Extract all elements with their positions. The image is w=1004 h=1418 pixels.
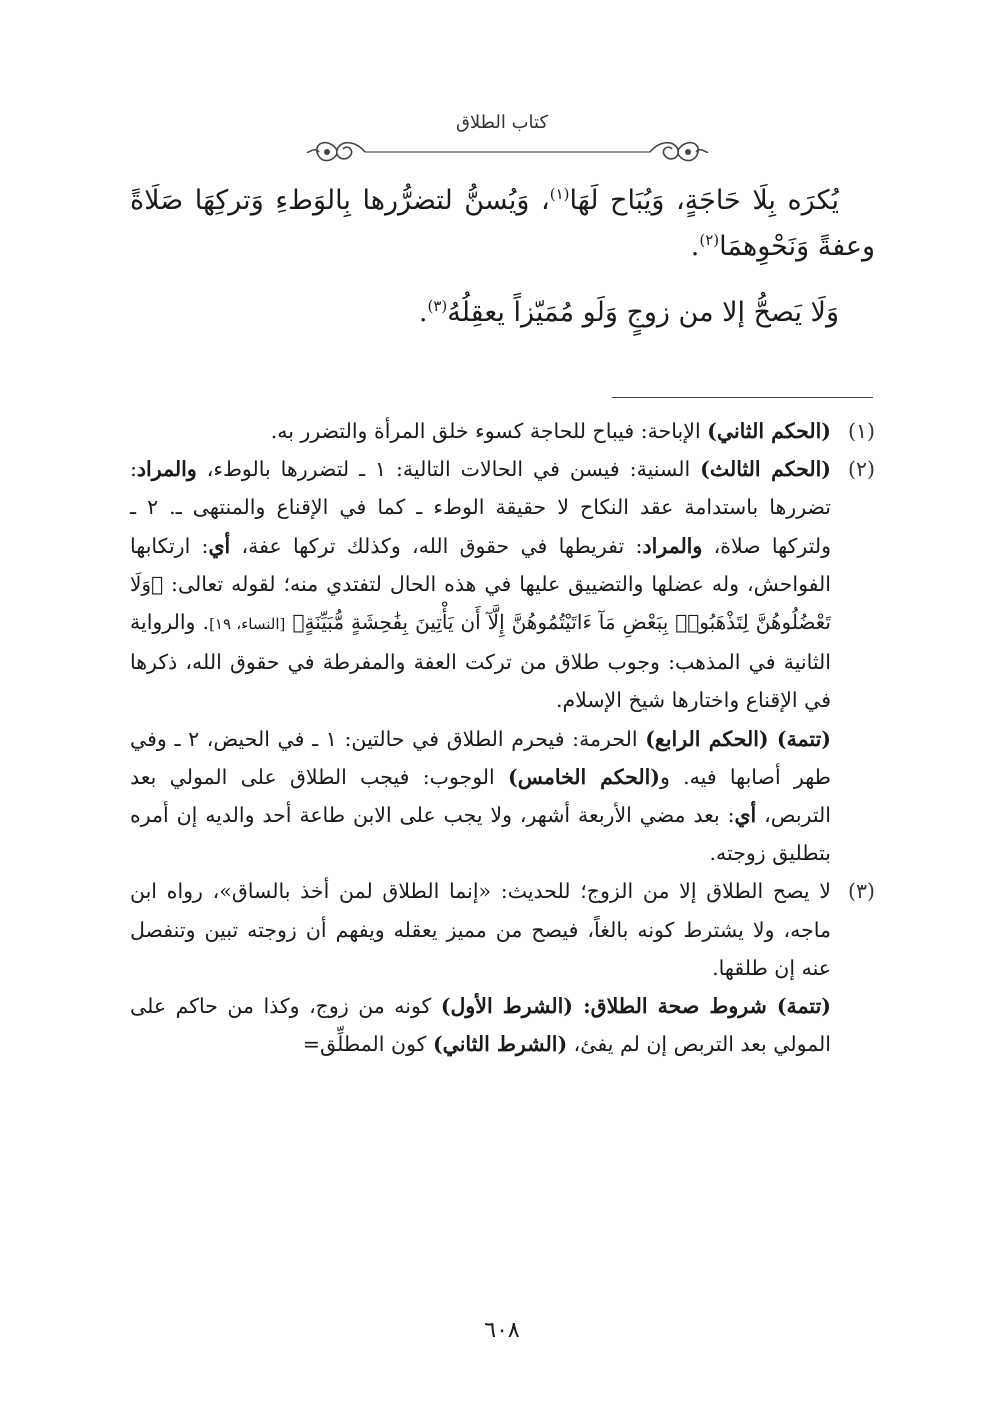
footnote-ref-3: (٣): [427, 297, 448, 315]
footnote-3: (٣) لا يصح الطلاق إلا من الزوج؛ للحديث: «إنما الطلاق لمن أخذ بالساق»، رواه ابن ماجه، ولا يشترط كونه بالغاً، فيصح من مميز يعقله ويفهم أن زوجته تبين وتنفصل عنه إن طلقها. (تتمة) شروط صحة الطلاق: (الشرط الأول) كونه من زوج، وكذا من حاكم على المولي بعد التربص إن لم يفئ، (الشرط الثاني) كون المطلِّق=: [130, 872, 875, 1063]
header-ornament-icon: [305, 132, 710, 172]
footnote-number: (١): [847, 419, 875, 443]
footnote-1: (١) (الحكم الثاني) الإباحة: فيباح للحاجة كسوء خلق المرأة والتضرر به.: [130, 412, 875, 450]
running-header: [0, 112, 1004, 133]
footnote-separator: [612, 397, 873, 398]
footnote-ref-1: (١): [549, 185, 570, 203]
footnote-ref-2: (٢): [699, 231, 720, 249]
main-paragraph-1: يُكرَه بِلَا حَاجَةٍ، وَيُبَاح لَهَا$^{(١)}$، وَيُسنُّ لتضرُّرها بِالوَطءِ وَتركِهَا صَلَاةً وعفةً وَنَحْوِهمَا$^{(٢)}$.: [130, 185, 875, 262]
footnotes: [130, 412, 875, 1063]
page-number: ٦٠٨: [484, 1318, 520, 1343]
verse-reference: [النساء، ١٩]: [209, 615, 286, 634]
header-title: كتاب الطلاق: [455, 112, 549, 133]
footnote-number: (٣): [847, 879, 875, 904]
main-paragraph-2: وَلَا يَصحُّ إلا من زوجٍ وَلَو مُمَيّزاً يعقِلُهُ$^{(٣)}$.: [418, 297, 839, 328]
footnote-2: (٢) (الحكم الثالث) السنية: فيسن في الحالات التالية: ١ ـ لتضررها بالوطء، والمراد: تضررها باستدامة عقد النكاح لا حقيقة الوطء ـ كما في الإقناع والمنتهى ـ. ٢ ـ ولتركها صلاة، والمراد: تفريطها في حقوق الله، وكذلك تركها عفة، أي: ارتكابها الفواحش، وله عضلها والتضييق عليها في هذه الحال لتفتدي منه؛ لقوله تعالى: ﴿وَلَا تَعْضُلُوهُنَّ لِتَذْهَبُوا۟ بِبَعْضِ مَآ ءَاتَيْتُمُوهُنَّ إِلَّآ أَن يَأْتِينَ بِفَٰحِشَةٍ مُّبَيِّنَةٍ﴾ [النساء، ١٩]. والرواية الثانية في المذهب: وجوب طلاق من تركت العفة والمفرطة في حقوق الله، ذكرها في الإقناع واختارها شيخ الإسلام. (تتمة) (الحكم الرابع) الحرمة: فيحرم الطلاق في حالتين: ١ ـ في الحيض، ٢ ـ وفي طهر أصابها فيه. و(الحكم الخامس) الوجوب: فيجب الطلاق على المولي بعد التربص، أي: بعد مضي الأربعة أشهر، ولا يجب على الابن طاعة أحد والديه إن أمره بتطليق زوجته.: [130, 450, 875, 872]
footnote-number: (٢): [847, 457, 875, 482]
main-text: [130, 178, 875, 336]
quran-verse: ﴿وَلَا تَعْضُلُوهُنَّ لِتَذْهَبُوا۟ بِبَعْضِ مَآ ءَاتَيْتُمُوهُنَّ إِلَّآ أَن يَأْتِينَ بِفَٰحِشَةٍ مُّبَيِّنَةٍ﴾: [130, 571, 831, 635]
